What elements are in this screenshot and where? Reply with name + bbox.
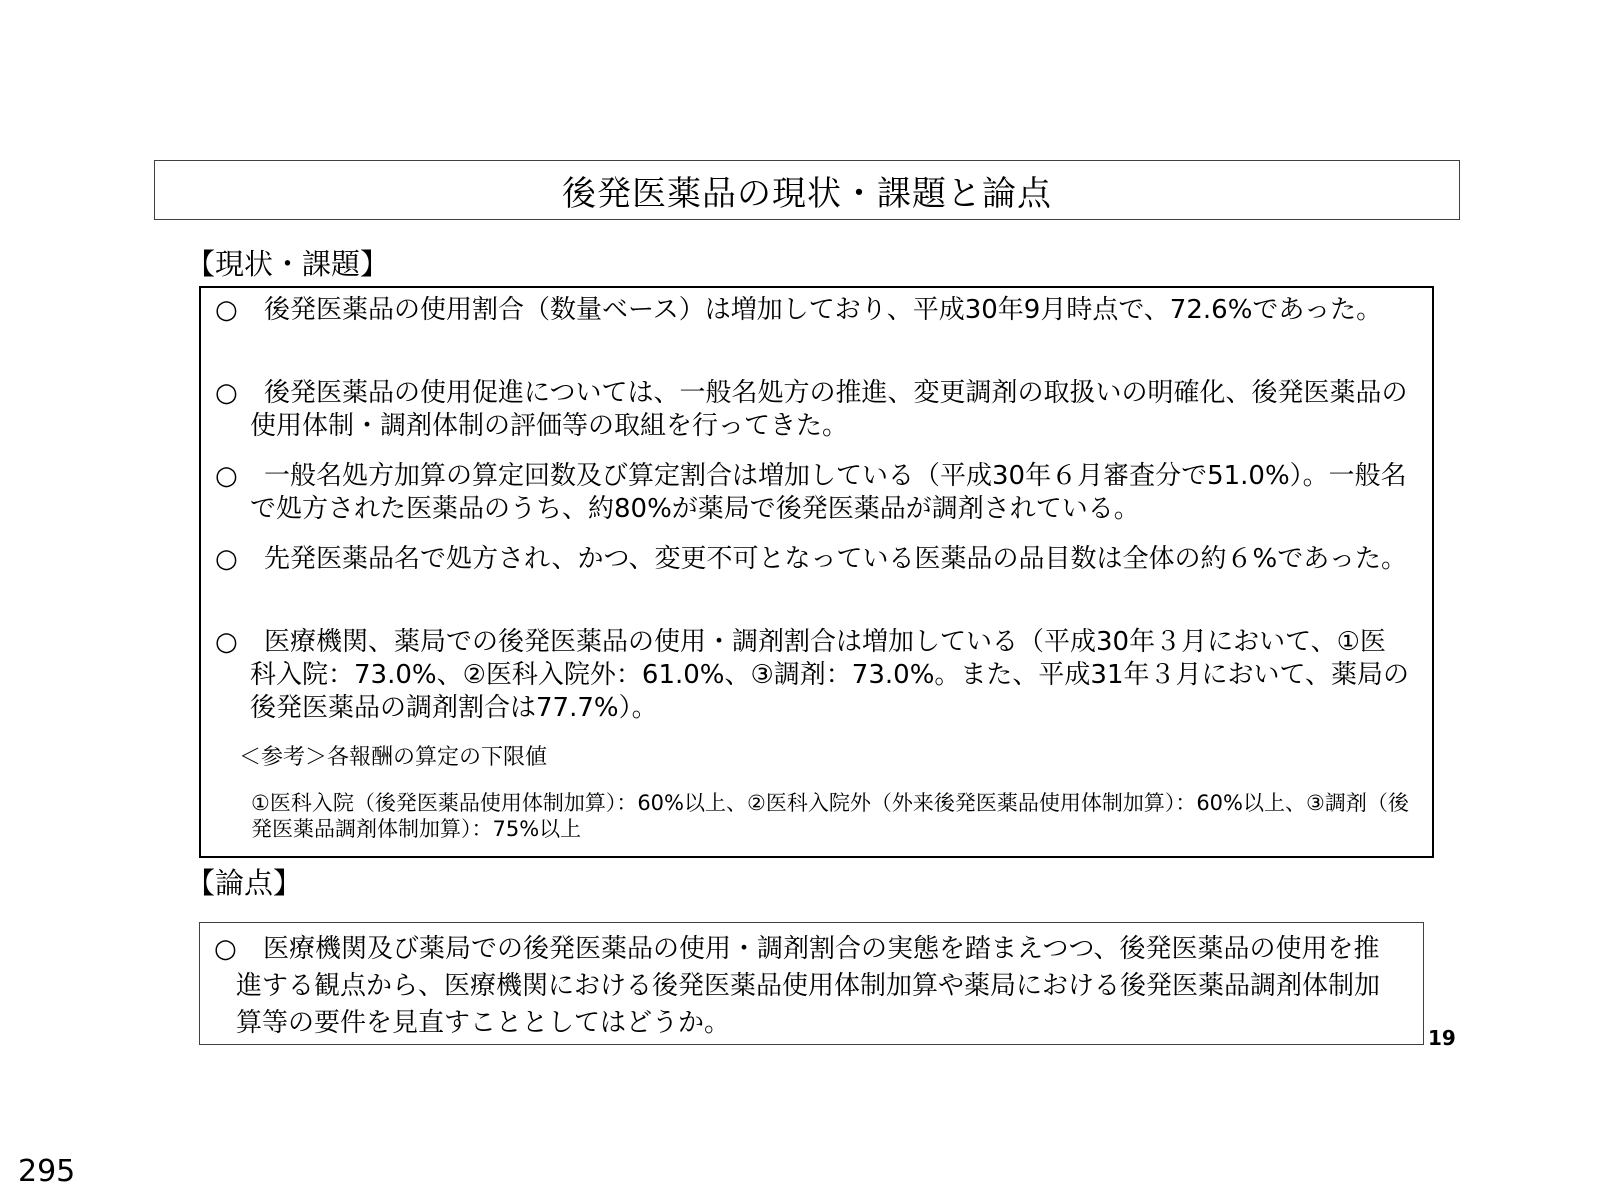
current-item-text: 先発医薬品名で処方され、かつ、変更不可となっている医薬品の品目数は全体の約６%であった。 (264, 544, 1407, 574)
slide-number: 19 (1428, 1026, 1456, 1050)
current-item-3 (215, 460, 1410, 526)
slide-title-box (154, 160, 1460, 220)
bullet-circle-icon: ○ (214, 934, 237, 964)
reference-body: ①医科入院（後発医薬品使用体制加算）：60%以上、②医科入院外（外来後発医薬品使用体制加算）：60%以上、③調剤（後発医薬品調剤体制加算）：75%以上 (251, 791, 1409, 841)
page-number: 295 (18, 1154, 76, 1189)
current-item-2 (215, 377, 1410, 443)
current-item-text: 一般名処方加算の算定回数及び算定割合は増加している（平成30年６月審査分で51.0%）。一般名で処方された医薬品のうち、約80%が薬局で後発医薬品が調剤されている。 (250, 461, 1407, 524)
issue-item-1 (214, 931, 1399, 1042)
current-item-1 (215, 294, 1410, 327)
slide-title: 後発医薬品の現状・課題と論点 (562, 173, 1052, 214)
bullet-circle-icon: ○ (215, 627, 238, 657)
current-item-text: 後発医薬品の使用割合（数量ベース）は増加しており、平成30年9月時点で、72.6%であった。 (264, 295, 1383, 325)
issue-heading: 【論点】 (186, 866, 303, 900)
bullet-circle-icon: ○ (215, 295, 238, 325)
issue-item-text: 医療機関及び薬局での後発医薬品の使用・調剤割合の実態を踏まえつつ、後発医薬品の使用を推進する観点から、医療機関における後発医薬品使用体制加算や薬局における後発医薬品調剤体制加算等の要件を見直すこととしてはどうか。 (236, 934, 1381, 1038)
bullet-circle-icon: ○ (215, 544, 238, 574)
current-item-text: 医療機関、薬局での後発医薬品の使用・調剤割合は増加している（平成30年３月において、①医科入院：73.0%、②医科入院外：61.0%、③調剤：73.0%。また、平成31年３月において、薬局の後発医薬品の調剤割合は77.7%）。 (250, 627, 1409, 723)
bullet-circle-icon: ○ (215, 461, 238, 491)
current-status-heading: 【現状・課題】 (186, 247, 390, 281)
bullet-circle-icon: ○ (215, 378, 238, 408)
current-status-box (199, 286, 1434, 858)
current-item-text: 後発医薬品の使用促進については、一般名処方の推進、変更調剤の取扱いの明確化、後発医薬品の使用体制・調剤体制の評価等の取組を行ってきた。 (250, 378, 1408, 441)
reference-label: ＜参考＞各報酬の算定の下限値 (239, 745, 548, 770)
issue-box (199, 922, 1424, 1045)
current-item-4 (215, 543, 1410, 576)
current-item-5 (215, 626, 1410, 725)
